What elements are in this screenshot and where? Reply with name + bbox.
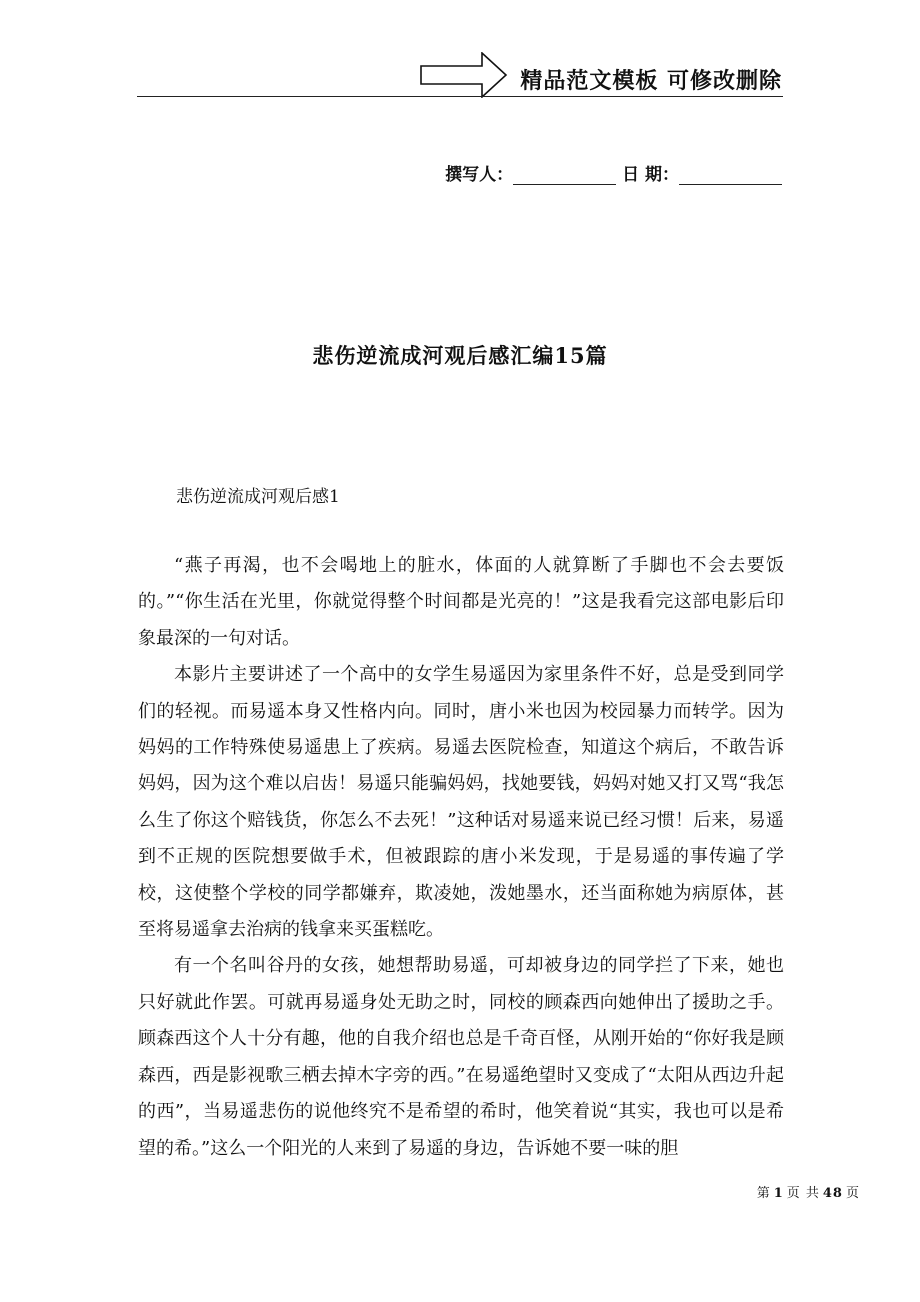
author-date-line [445, 160, 782, 185]
header-banner: 精品范文模板 可修改删除 [520, 69, 782, 94]
right-arrow-icon [420, 52, 508, 98]
paragraph: 本影片主要讲述了一个高中的女学生易遥因为家里条件不好，总是受到同学们的轻视。而易遥本身又性格内向。同时，唐小米也因为校园暴力而转学。因为妈妈的工作特殊使易遥患上了疾病。易遥去医院检查，知道这个病后，不敢告诉妈妈，因为这个难以启齿！易遥只能骗妈妈，找她要钱，妈妈对她又打又骂“我怎么生了你这个赔钱货，你怎么不去死！”这种话对易遥来说已经习惯！后来，易遥到不正规的医院想要做手术，但被跟踪的唐小米发现，于是易遥的事传遍了学校，这使整个学校的同学都嫌弃，欺凌她，泼她墨水，还当面称她为病原体，甚至将易遥拿去治病的钱拿来买蛋糕吃。 [138, 664, 784, 941]
paragraph: “燕子再渴，也不会喝地上的脏水，体面的人就算断了手脚也不会去要饭的。”“你生活在光里，你就觉得整个时间都是光亮的！”这是我看完这部电影后印象最深的一句对话。 [138, 555, 784, 649]
page-prefix: 第 [756, 1186, 771, 1201]
page-footer [757, 1182, 860, 1201]
date-label: 日 期： [622, 165, 679, 185]
page-middle: 页 共 [786, 1186, 820, 1201]
document-body [138, 548, 784, 1167]
author-blank [513, 166, 616, 185]
document-title: 悲伤逆流成河观后感汇编15篇 [312, 343, 608, 368]
paragraph: 有一个名叫谷丹的女孩，她想帮助易遥，可却被身边的同学拦了下来，她也只好就此作罢。可就再易遥身处无助之时，同校的顾森西向她伸出了援助之手。顾森西这个人十分有趣，他的自我介绍也总是千奇百怪，从刚开始的“你好我是顾森西，西是影视歌三栖去掉木字旁的西。”在易遥绝望时又变成了“太阳从西边升起的西”，当易遥悲伤的说他终究不是希望的希时，他笑着说“其实，我也可以是希望的希。”这么一个阳光的人来到了易遥的身边，告诉她不要一味的胆 [138, 955, 784, 1159]
section-heading: 悲伤逆流成河观后感1 [176, 487, 340, 507]
header-divider [137, 96, 783, 97]
page-suffix: 页 [845, 1186, 860, 1201]
date-blank [679, 166, 782, 185]
total-pages: 48 [822, 1186, 843, 1201]
page-number: 1 [773, 1186, 784, 1201]
author-label: 撰写人： [445, 165, 514, 185]
